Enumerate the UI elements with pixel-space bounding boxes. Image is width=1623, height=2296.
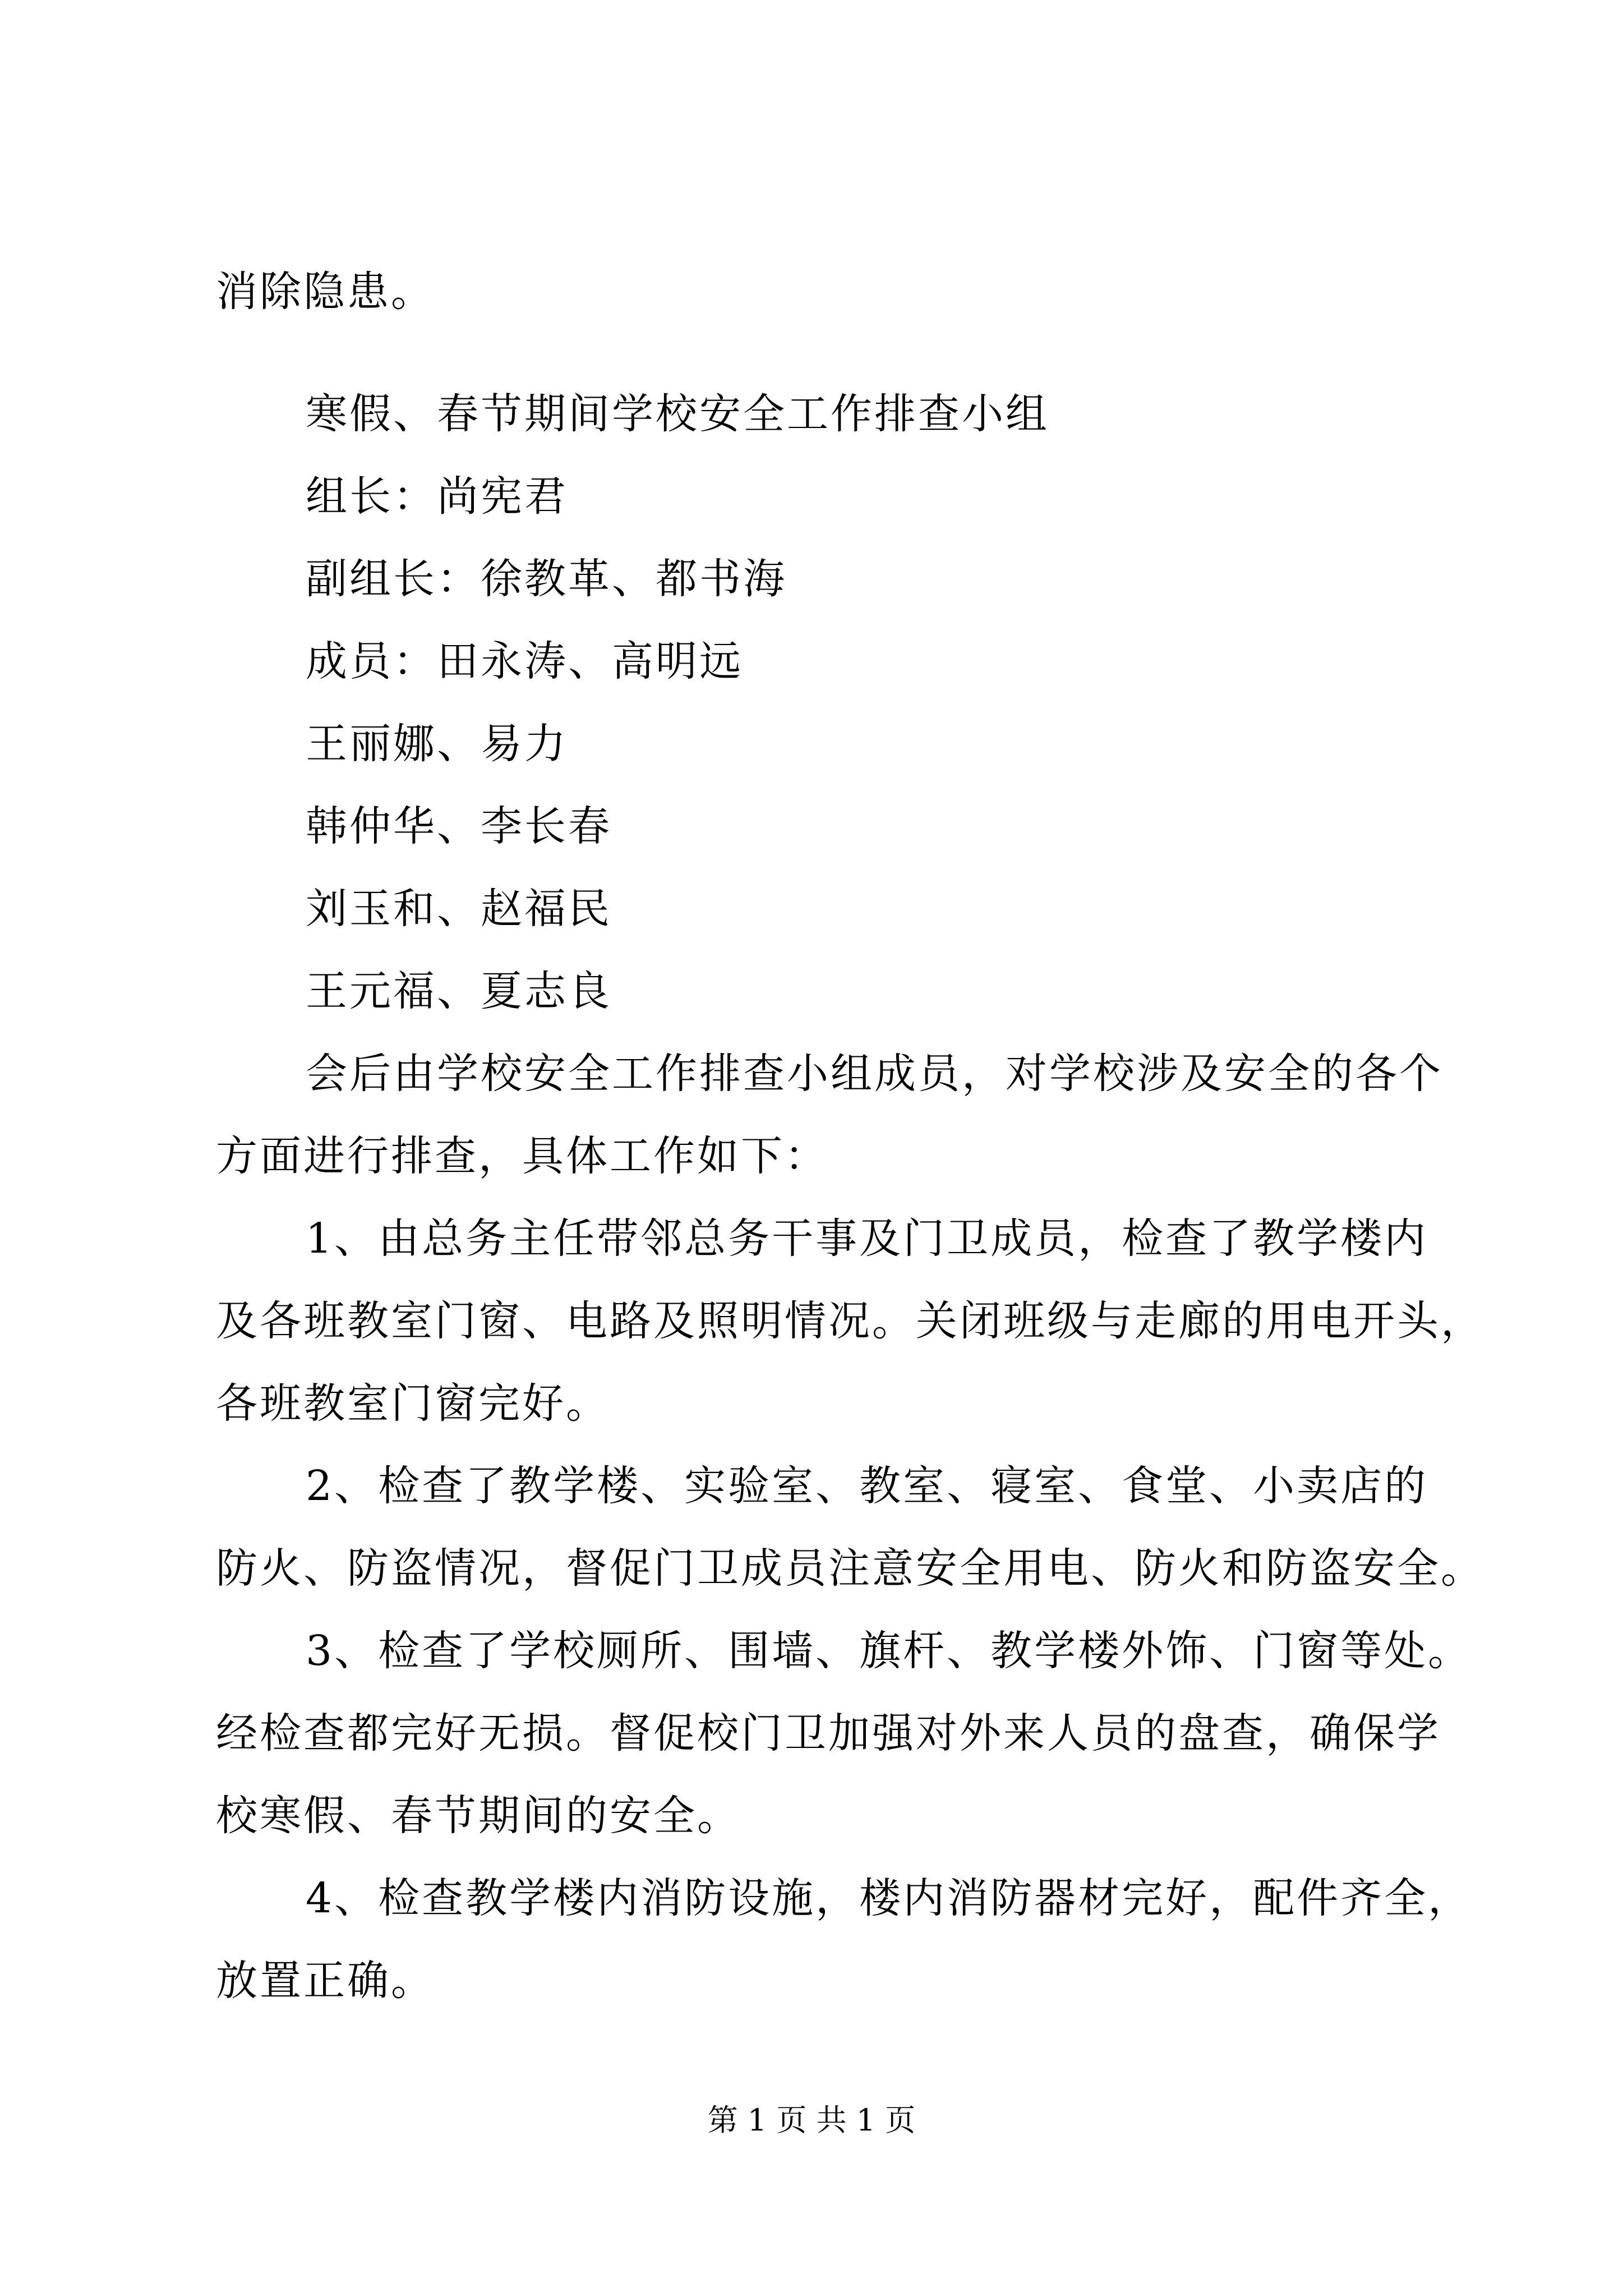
text-line: 经检查都完好无损。督促校门卫加强对外来人员的盘查，确保学	[216, 1709, 1441, 1757]
text-line: 及各班教室门窗、电路及照明情况。关闭班级与走廊的用电开头，	[216, 1297, 1484, 1345]
text-line: 王丽娜、易力	[306, 720, 568, 768]
group-title: 寒假、春节期间学校安全工作排查小组	[306, 390, 1049, 438]
text-line: 放置正确。	[216, 1957, 435, 2005]
text-line: 各班教室门窗完好。	[216, 1379, 610, 1428]
page-footer: 第 1 页 共 1 页	[707, 2102, 916, 2138]
text-line: 校寒假、春节期间的安全。	[216, 1792, 741, 1840]
text-line: 成员：田永涛、高明远	[306, 637, 743, 685]
text-line: 王元福、夏志良	[306, 967, 612, 1015]
text-line: 消除隐患。	[216, 268, 435, 316]
text-line: 刘玉和、赵福民	[306, 885, 612, 933]
text-line: 4、检查教学楼内消防设施，楼内消防器材完好，配件齐全，	[306, 1874, 1472, 1922]
text-line: 防火、防盗情况，督促门卫成员注意安全用电、防火和防盗安全。	[216, 1544, 1484, 1593]
text-line: 方面进行排查，具体工作如下：	[216, 1132, 828, 1180]
text-line: 2、检查了教学楼、实验室、教室、寝室、食堂、小卖店的	[306, 1462, 1428, 1510]
text-line: 1、由总务主任带邻总务干事及门卫成员，检查了教学楼内	[306, 1214, 1428, 1263]
text-line: 韩仲华、李长春	[306, 802, 612, 850]
text-line: 会后由学校安全工作排查小组成员，对学校涉及安全的各个	[306, 1050, 1443, 1098]
text-line: 组长：尚宪君	[306, 472, 568, 521]
text-line: 3、检查了学校厕所、围墙、旗杆、教学楼外饰、门窗等处。	[306, 1627, 1472, 1675]
text-line: 副组长：徐教革、都书海	[306, 555, 787, 603]
